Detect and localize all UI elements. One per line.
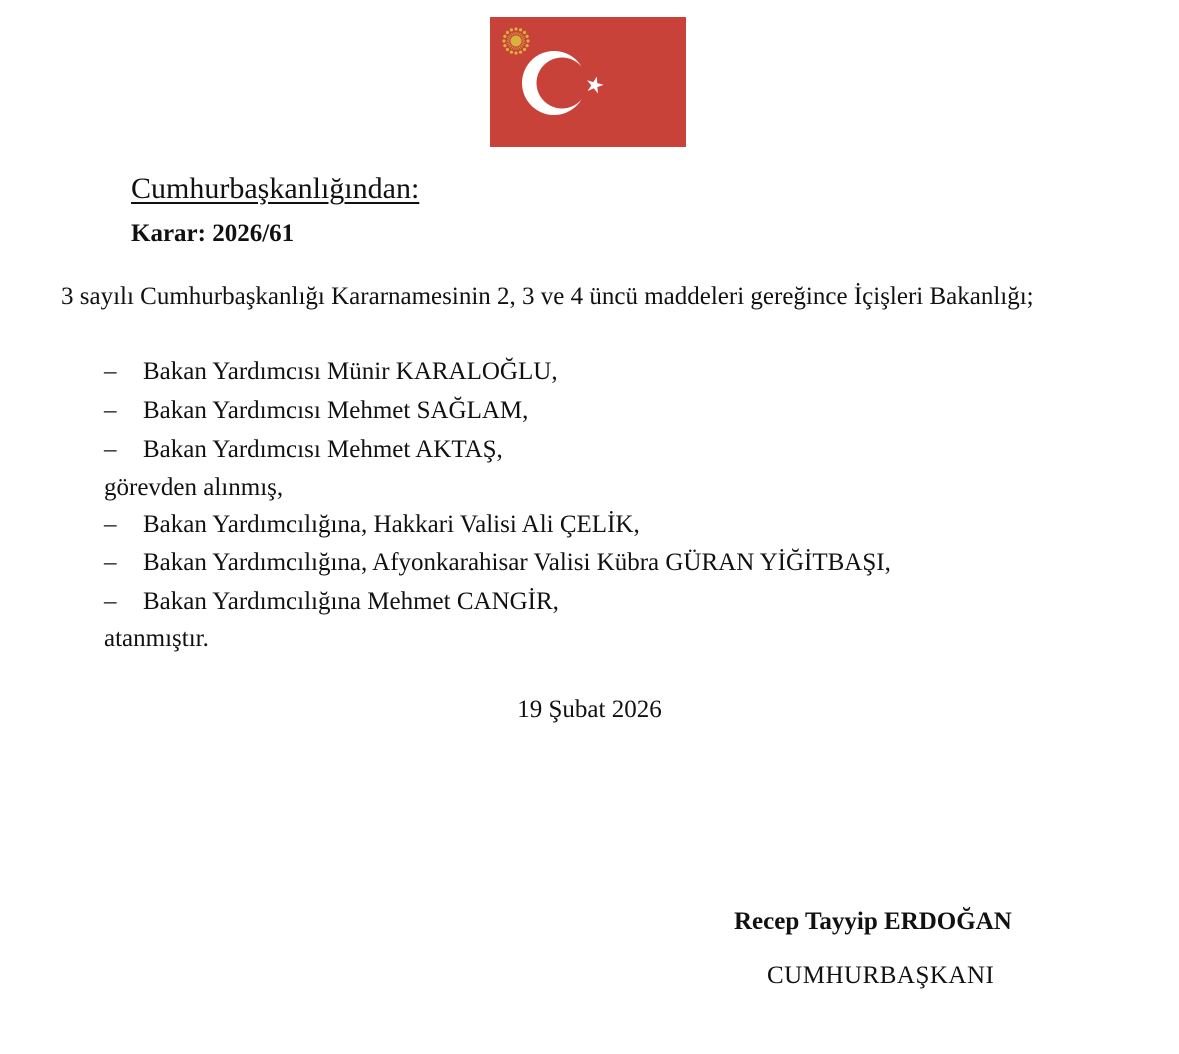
signer-title: CUMHURBAŞKANI	[767, 962, 995, 989]
signer-name: Recep Tayyip ERDOĞAN	[734, 908, 1012, 935]
emblem-star	[510, 50, 513, 53]
emblem-star	[525, 44, 528, 47]
emblem-star	[514, 51, 517, 54]
list-item	[0, 435, 1179, 465]
emblem-star	[526, 39, 529, 42]
removed-official: Bakan Yardımcısı Mehmet SAĞLAM,	[143, 397, 529, 424]
emblem-star	[510, 28, 513, 31]
flag-field	[490, 17, 686, 147]
list-dash: –	[104, 436, 117, 463]
emblem-star	[523, 31, 526, 34]
emblem-star	[503, 44, 506, 47]
emblem-star	[525, 35, 528, 38]
emblem-star	[519, 50, 522, 53]
removed-label: görevden alınmış,	[104, 474, 284, 501]
appointed-label-row	[0, 624, 1179, 654]
list-dash: –	[104, 511, 117, 538]
emblem-star	[506, 31, 509, 34]
issuer-heading: Cumhurbaşkanlığından:	[131, 172, 420, 205]
presidential-flag	[490, 17, 686, 147]
list-dash: –	[104, 588, 117, 615]
decision-number: Karar: 2026/61	[131, 220, 295, 247]
list-item	[0, 396, 1179, 426]
appointed-label: atanmıştır.	[104, 625, 209, 652]
removed-official: Bakan Yardımcısı Münir KARALOĞLU,	[143, 358, 558, 385]
list-item	[0, 510, 1179, 540]
list-item	[0, 357, 1179, 387]
removed-label-row	[0, 473, 1179, 503]
appointed-official: Bakan Yardımcılığına, Hakkari Valisi Ali ÇELİK,	[143, 511, 640, 538]
appointed-official: Bakan Yardımcılığına, Afyonkarahisar Valisi Kübra GÜRAN YİĞİTBAŞI,	[143, 549, 891, 576]
emblem-star	[502, 39, 505, 42]
emblem-star	[514, 27, 517, 30]
list-dash: –	[104, 549, 117, 576]
list-dash: –	[104, 397, 117, 424]
emblem-star	[503, 35, 506, 38]
removed-official: Bakan Yardımcısı Mehmet AKTAŞ,	[143, 436, 503, 463]
list-item	[0, 548, 1179, 578]
list-item	[0, 587, 1179, 617]
decree-intro: 3 sayılı Cumhurbaşkanlığı Kararnamesinin 2, 3 ve 4 üncü maddeleri gereğince İçişleri Bakanlığı;	[61, 283, 1034, 310]
emblem-star	[523, 48, 526, 51]
emblem-star	[506, 48, 509, 51]
decree-date: 19 Şubat 2026	[517, 696, 662, 723]
list-dash: –	[104, 358, 117, 385]
emblem-star	[519, 28, 522, 31]
appointed-official: Bakan Yardımcılığına Mehmet CANGİR,	[143, 588, 559, 615]
